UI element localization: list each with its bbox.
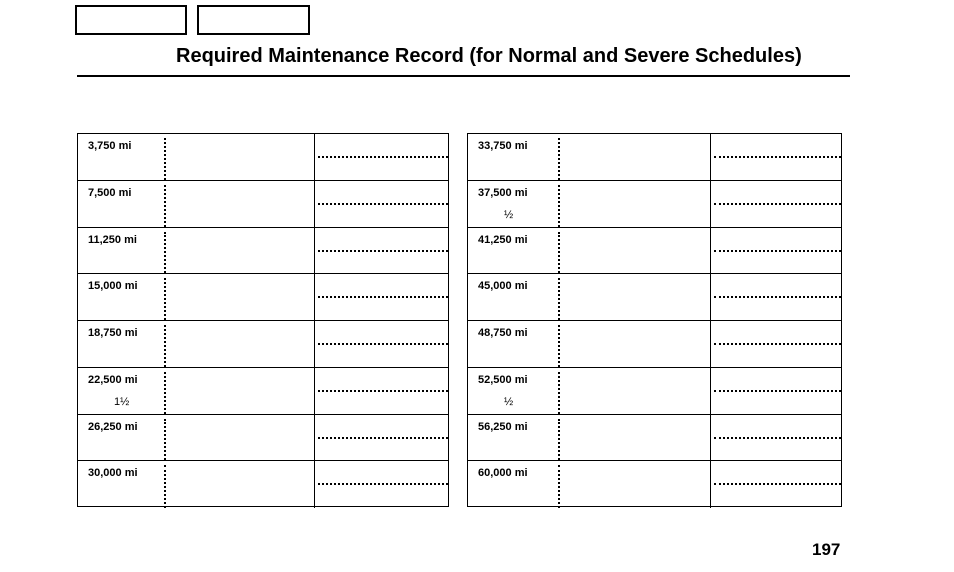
mileage-label: 15,000 mi: [88, 280, 138, 293]
section-tab-box: [75, 5, 187, 35]
signature-line: [714, 296, 841, 298]
date-divider: [164, 465, 166, 508]
mileage-label: 26,250 mi: [88, 420, 138, 433]
table-row: [78, 368, 448, 415]
mileage-label: 3,750 mi: [88, 140, 132, 152]
mileage-label: 56,250 mi: [478, 420, 528, 433]
page-title: Required Maintenance Record (for Normal and Severe Schedules): [176, 45, 802, 67]
table-row: [468, 134, 841, 181]
column-divider: [314, 181, 315, 227]
column-divider: [710, 274, 711, 320]
date-divider: [558, 138, 560, 180]
signature-line: [714, 390, 841, 392]
row-note: 1½: [114, 395, 130, 408]
mileage-label: 41,250 mi: [478, 233, 528, 246]
title-rule: [77, 75, 850, 77]
table-row: [468, 228, 841, 275]
date-divider: [558, 325, 560, 367]
column-divider: [314, 274, 315, 320]
column-divider: [710, 461, 711, 508]
table-row: [468, 181, 841, 228]
table-row: [78, 321, 448, 368]
column-divider: [314, 134, 315, 180]
date-divider: [164, 325, 166, 367]
row-note: ½: [504, 395, 514, 408]
column-divider: [314, 228, 315, 274]
date-divider: [164, 138, 166, 180]
mileage-label: 37,500 mi: [478, 186, 528, 199]
date-divider: [558, 465, 560, 508]
signature-line: [318, 203, 448, 205]
signature-line: [714, 437, 841, 439]
table-row: [468, 368, 841, 415]
column-divider: [314, 368, 315, 414]
signature-line: [318, 483, 448, 485]
maintenance-table-right: [467, 133, 842, 507]
date-divider: [558, 278, 560, 320]
mileage-label: 60,000 mi: [478, 467, 528, 480]
table-row: [468, 461, 841, 508]
column-divider: [314, 415, 315, 461]
column-divider: [710, 368, 711, 414]
table-row: [468, 321, 841, 368]
signature-line: [318, 156, 448, 158]
column-divider: [314, 321, 315, 367]
column-divider: [710, 228, 711, 274]
signature-line: [318, 343, 448, 345]
signature-line: [714, 156, 841, 158]
mileage-label: 22,500 mi: [88, 373, 138, 386]
table-row: [468, 274, 841, 321]
table-row: [78, 461, 448, 508]
maintenance-table-left: [77, 133, 449, 507]
date-divider: [164, 185, 166, 227]
table-row: [468, 415, 841, 462]
mileage-label: 18,750 mi: [88, 327, 138, 339]
table-row: [78, 274, 448, 321]
signature-line: [714, 343, 841, 345]
table-row: [78, 181, 448, 228]
mileage-label: 52,500 mi: [478, 373, 528, 386]
column-divider: [710, 134, 711, 180]
date-divider: [164, 372, 166, 414]
table-row: [78, 134, 448, 181]
table-row: [78, 228, 448, 275]
date-divider: [164, 232, 166, 274]
signature-line: [714, 203, 841, 205]
signature-line: [318, 250, 448, 252]
mileage-label: 30,000 mi: [88, 467, 138, 480]
signature-line: [318, 296, 448, 298]
date-divider: [558, 419, 560, 461]
page-number: 197: [812, 540, 841, 559]
mileage-label: 45,000 mi: [478, 280, 528, 293]
column-divider: [710, 321, 711, 367]
date-divider: [164, 419, 166, 461]
column-divider: [710, 415, 711, 461]
date-divider: [558, 372, 560, 414]
mileage-label: 7,500 mi: [88, 186, 132, 199]
signature-line: [714, 483, 841, 485]
mileage-label: 48,750 mi: [478, 327, 528, 339]
mileage-label: 33,750 mi: [478, 140, 528, 152]
signature-line: [714, 250, 841, 252]
row-note: ½: [504, 208, 514, 221]
date-divider: [558, 232, 560, 274]
table-row: [78, 415, 448, 462]
section-tab-box: [197, 5, 310, 35]
signature-line: [318, 437, 448, 439]
date-divider: [558, 185, 560, 227]
date-divider: [164, 278, 166, 320]
signature-line: [318, 390, 448, 392]
column-divider: [314, 461, 315, 508]
column-divider: [710, 181, 711, 227]
mileage-label: 11,250 mi: [88, 233, 137, 246]
